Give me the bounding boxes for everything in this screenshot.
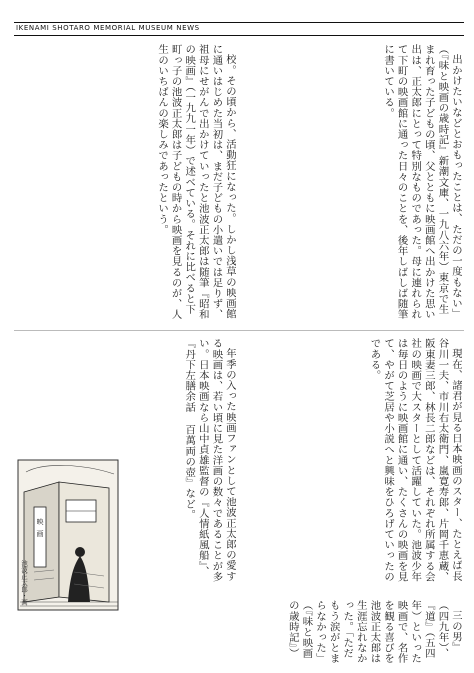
article-paragraph: 現在、諸君が見る日本映画のスター、たとえば長谷川一夫、市川右太衛門、嵐寛寿郎、片岡千恵蔵、阪東妻三郎、林長二郎などは、それぞれ所属する会社の映画で大スターとして活躍していた。池波少年は毎日のように映画館に通い、たくさんの映画を見て、やがて芝居や小説へと興味をひろげていったのである。 <box>368 338 462 582</box>
article-paragraph: 年季の入った映画ファンとして池波正太郎の愛する映画は、若い頃に見た洋画の数々であることが多い。日本映画なら山中貞雄監督の『人情紙風船』、『丹下左膳余話 百萬両の壺』など。 <box>183 338 236 582</box>
sign-char: 画 <box>36 530 44 538</box>
article-block-top-right <box>244 44 462 322</box>
header-rule-top <box>14 22 464 23</box>
newsletter-header: IKENAMI SHOTARO MEMORIAL MUSEUM NEWS <box>16 24 200 32</box>
article-block-top-left <box>14 44 236 322</box>
article-paragraph: 出かけたいなどとおもったことは、ただの一度もない」（『味と映画の歳時記』新潮文庫、一九八六年）東京で生まれ育った子どもの頃、父とともに映画館へ出かけた思い出は、正太郎にとって特別なものであった。母に連れられて下町の映画館に通った日々のことを、後年しばしば随筆に書いている。 <box>382 44 462 320</box>
article-block-middle-right <box>244 338 462 590</box>
theater-sketch-illustration <box>14 452 124 647</box>
article-block-middle-left <box>130 338 236 590</box>
sign-char: 映 <box>36 518 44 526</box>
illustration-caption: 池波正太郎・画 <box>20 560 28 606</box>
article-block-bottom-right <box>244 600 462 666</box>
article-paragraph: 三の男』（四九年）、『道』（五四年）といった映画で、名作を観る喜びを池波正太郎は生涯忘れなかった。「ただもう涙がとまらなかった」（『味と映画の歳時記』） <box>286 600 462 664</box>
article-paragraph: 校。その頃から、活動狂になった。しかし浅草の映画館に通いはじめた当初は、まだ子どもの小遣いでは足りず、祖母にせがんで出かけていったと池波正太郎は随筆『昭和の映画』（一九九一年）で述べている。それに比べると下町っ子の池波正太郎は子どもの時から映画を見るのが、人生のいちばんの楽しみであったという。 <box>156 44 236 320</box>
section-divider <box>14 330 464 331</box>
header-rule-bottom <box>14 35 464 36</box>
